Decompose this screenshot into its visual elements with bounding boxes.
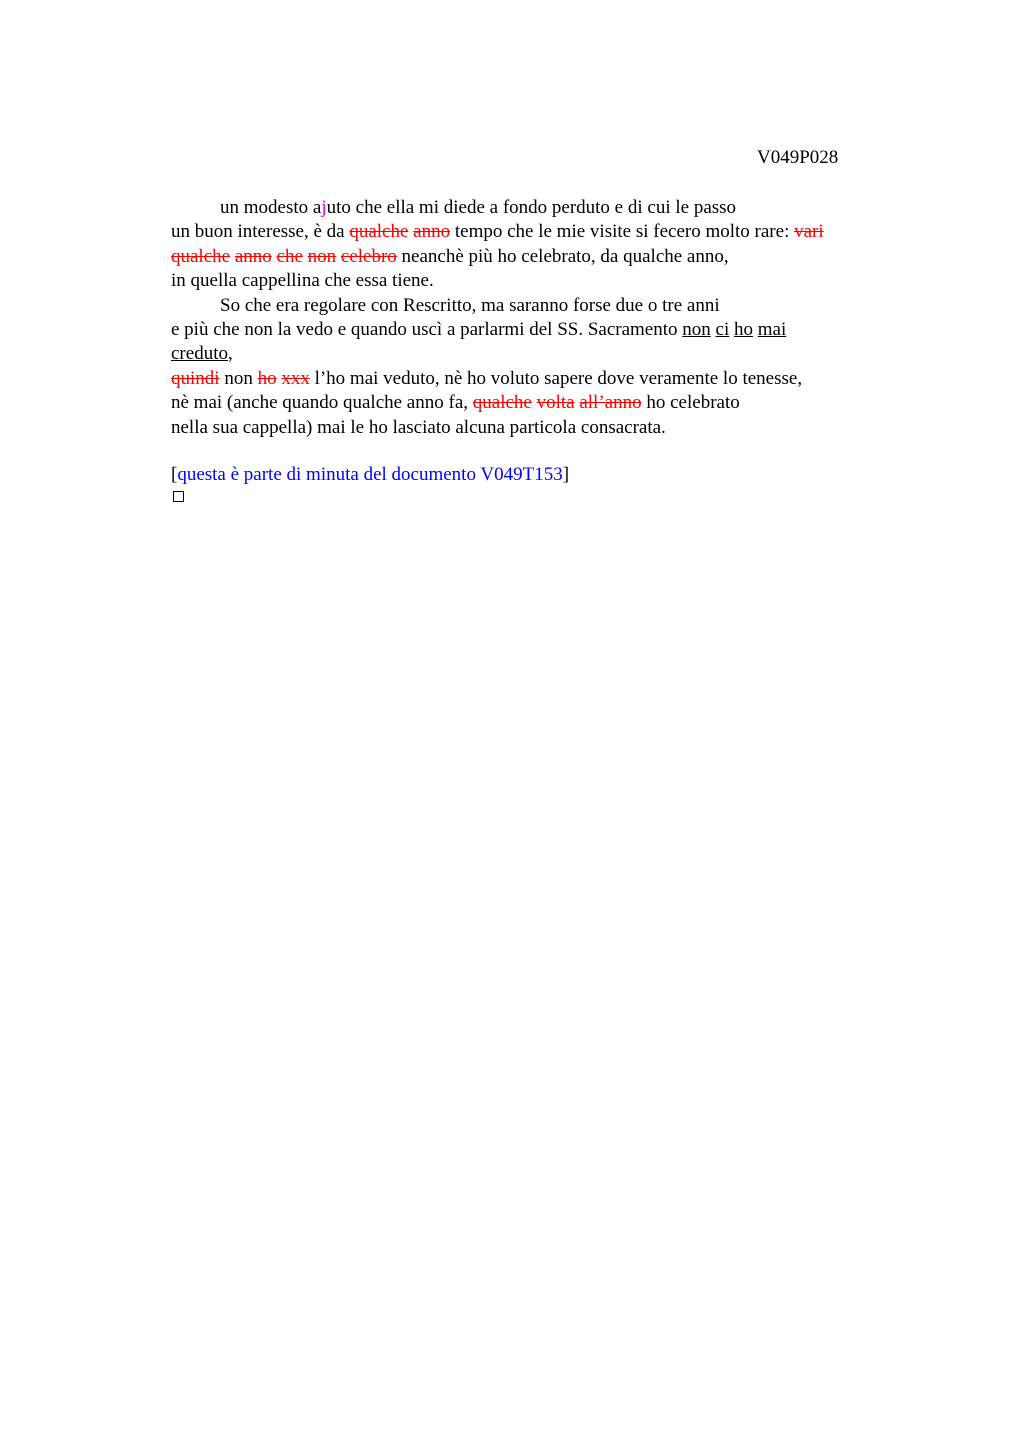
text-segment: nè mai (anche quando qualche anno fa, xyxy=(171,392,473,414)
text-line xyxy=(171,391,871,415)
text-segment: l’ho mai veduto, nè ho voluto sapere dove veramente lo tenesse, xyxy=(309,367,803,389)
text-segment: , xyxy=(227,343,233,365)
underlined-text: mai xyxy=(757,318,787,340)
deleted-text: ho xyxy=(257,367,277,389)
text-segment: non xyxy=(219,367,258,389)
checkbox-square-icon xyxy=(173,491,184,502)
deleted-text: celebro xyxy=(340,245,397,267)
deleted-text: non xyxy=(307,245,337,267)
text-segment: e più che non la vedo e quando uscì a parlarmi del SS. Sacramento xyxy=(171,318,683,340)
deleted-text: all’anno xyxy=(579,392,642,414)
text-line xyxy=(171,220,871,244)
deleted-text: qualche xyxy=(472,392,532,414)
deleted-text: volta xyxy=(536,392,575,414)
text-line xyxy=(171,269,871,293)
text-line xyxy=(171,367,871,391)
text-line xyxy=(171,318,871,342)
deleted-text: qualche xyxy=(171,245,231,267)
text-segment: So che era regolare con Rescritto, ma saranno forse due o tre anni xyxy=(220,294,720,316)
deleted-text: xxx xyxy=(281,367,310,389)
text-segment: neanchè più ho celebrato, da qualche anno, xyxy=(396,245,729,267)
text-line xyxy=(171,342,871,366)
editorial-note xyxy=(171,463,569,487)
deleted-text: quindi xyxy=(171,367,220,389)
deleted-text: anno xyxy=(413,221,451,243)
text-line xyxy=(171,245,871,269)
text-segment: tempo che le mie visite si fecero molto rare: xyxy=(450,221,795,243)
underlined-text: creduto xyxy=(171,343,228,365)
inserted-character: j xyxy=(321,197,327,218)
text-segment: un buon interesse, è da xyxy=(171,221,350,243)
note-close-bracket: ] xyxy=(562,464,570,485)
deleted-text: qualche xyxy=(349,221,409,243)
page-id: V049P028 xyxy=(757,147,839,168)
text-segment: ho celebrato xyxy=(641,392,740,414)
transcription-body xyxy=(171,196,871,440)
underlined-text: non xyxy=(682,318,711,340)
text-segment: uto che ella mi diede a fondo perduto e di cui le passo xyxy=(326,197,737,218)
note-open-bracket: [ xyxy=(171,464,178,485)
note-text: questa è parte di minuta del documento V049T153 xyxy=(177,464,563,485)
underlined-text: ho xyxy=(733,318,753,340)
text-segment: un modesto a xyxy=(220,197,322,218)
deleted-text: anno xyxy=(234,245,272,267)
deleted-text: che xyxy=(276,245,303,267)
deleted-text: vari xyxy=(794,221,824,243)
underlined-text: ci xyxy=(715,318,730,340)
text-line xyxy=(171,294,871,318)
text-line xyxy=(171,416,871,440)
text-line xyxy=(171,196,871,220)
text-segment: nella sua cappella) mai le ho lasciato alcuna particola consacrata. xyxy=(171,416,666,438)
text-segment: in quella cappellina che essa tiene. xyxy=(171,270,434,292)
